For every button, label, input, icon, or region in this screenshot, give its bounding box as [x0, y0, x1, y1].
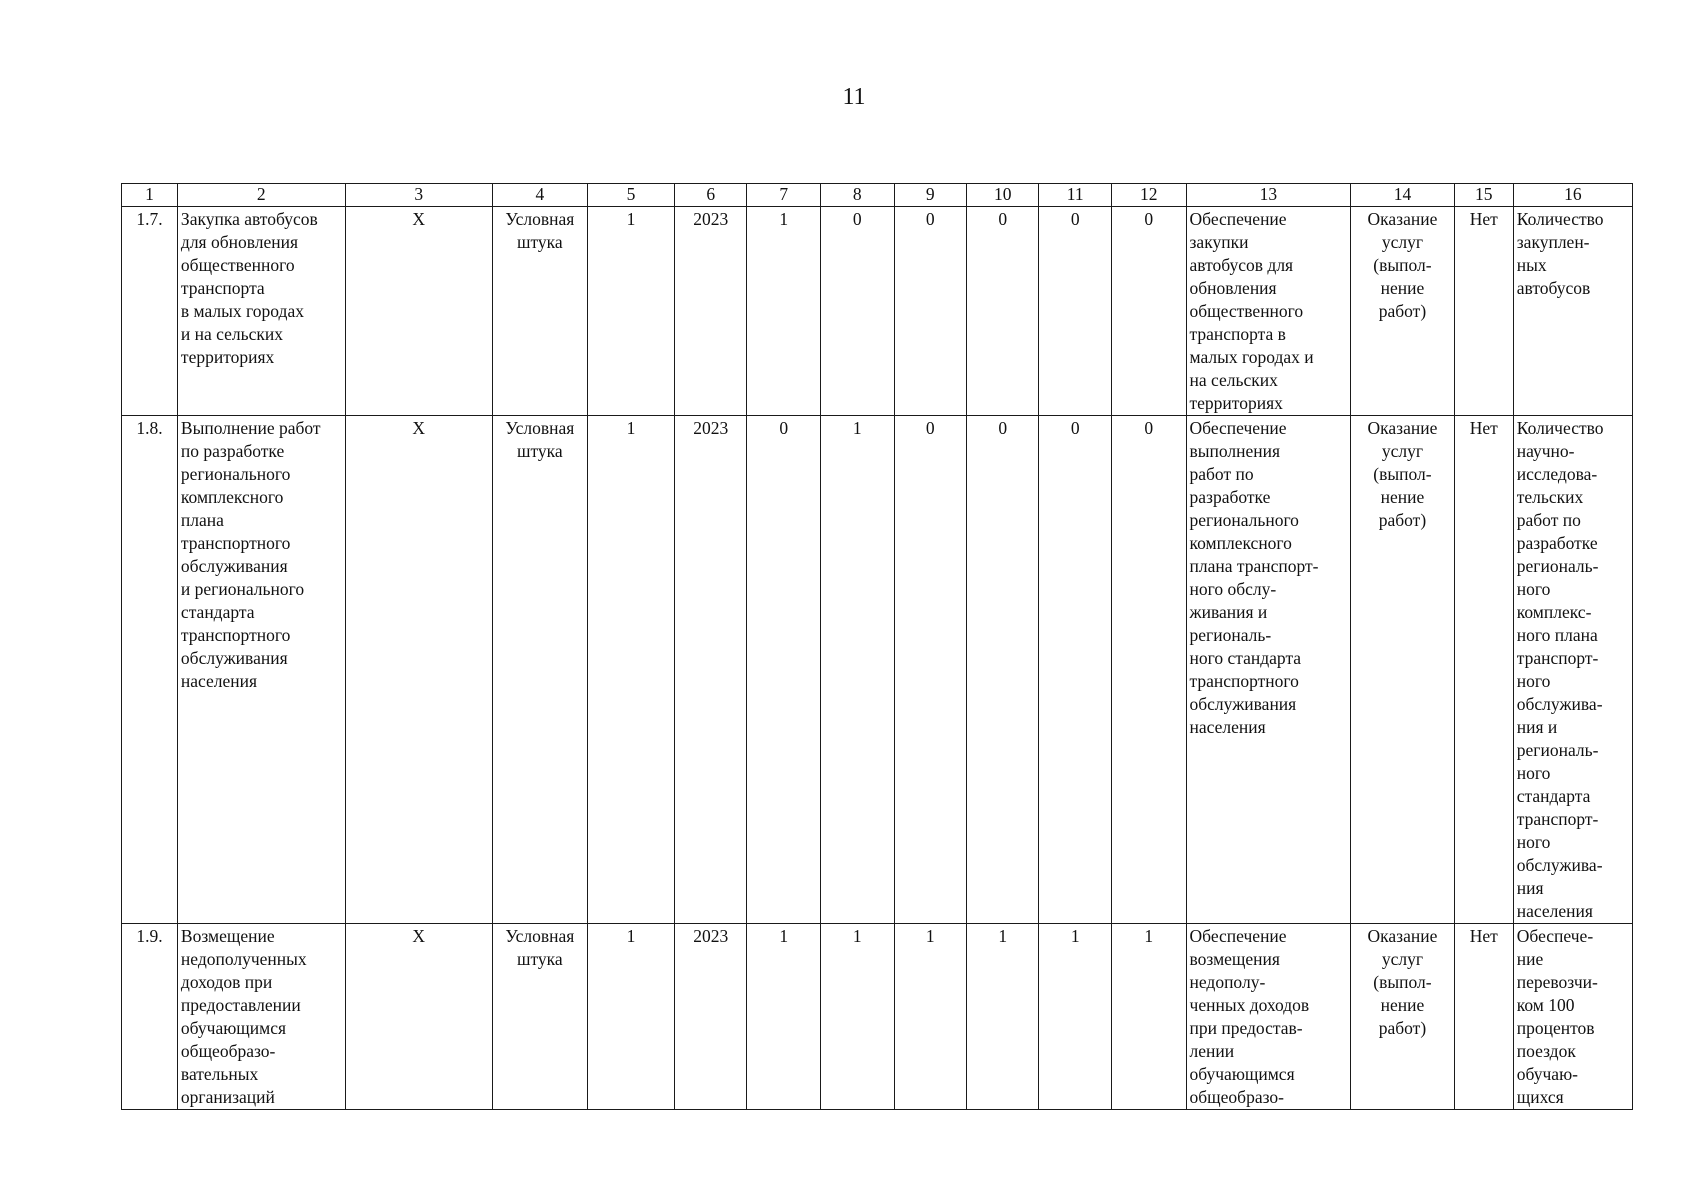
cell-col7: 0 [747, 416, 821, 924]
header-cell: 12 [1111, 184, 1186, 207]
cell-col10: 0 [966, 207, 1038, 416]
row-name: Возмещение недополученных доходов при предоставлении обучающимся общеобразо- вательных организаций [180, 926, 307, 1107]
cell-type: Оказание услуг (выпол- нение работ) [1367, 926, 1438, 1038]
cell-col7: 1 [747, 207, 821, 416]
header-cell: 15 [1454, 184, 1513, 207]
table-row [122, 207, 1633, 416]
cell-col3: X [345, 207, 492, 416]
cell-year: 2023 [674, 207, 746, 416]
cell-type: Оказание услуг (выпол- нение работ) [1367, 209, 1438, 321]
row-number: 1.8. [122, 416, 178, 924]
cell-col8: 1 [820, 416, 894, 924]
table-header-row [122, 184, 1633, 207]
row-name: Закупка автобусов для обновления общественного транспорта в малых городах и на сельских территориях [180, 209, 318, 367]
header-cell: 6 [674, 184, 746, 207]
header-cell: 5 [588, 184, 675, 207]
cell-col12: 0 [1111, 416, 1186, 924]
cell-col9: 1 [894, 924, 966, 1110]
cell-col15: Нет [1454, 207, 1513, 416]
cell-unit: Условная штука [505, 209, 575, 252]
cell-result: Обеспече- ние перевозчи- ком 100 процентов поездок обучаю- щихся [1516, 926, 1598, 1107]
cell-result: Количество научно- исследова- тельских работ по разработке региональ- ного комплекс- ного плана транспорт- ного обслужива- ния и региональ- ного стандарта транспорт- ного обслужива- ния населения [1516, 418, 1604, 921]
cell-col11: 0 [1039, 416, 1111, 924]
cell-col10: 1 [966, 924, 1038, 1110]
page-number: 11 [842, 84, 866, 110]
cell-year: 2023 [674, 416, 746, 924]
cell-col3: X [345, 924, 492, 1110]
cell-col8: 0 [820, 207, 894, 416]
cell-unit: Условная штука [505, 418, 575, 461]
header-cell: 4 [492, 184, 587, 207]
table-row [122, 924, 1633, 1110]
header-cell: 1 [122, 184, 178, 207]
row-name: Выполнение работ по разработке регионального комплексного плана транспортного обслуживания и регионального стандарта транспортного обслуживания населения [180, 418, 321, 691]
header-cell: 3 [345, 184, 492, 207]
header-cell: 16 [1513, 184, 1632, 207]
cell-col9: 0 [894, 416, 966, 924]
header-cell: 14 [1351, 184, 1455, 207]
table-row [122, 416, 1633, 924]
header-cell: 10 [966, 184, 1038, 207]
program-table [121, 183, 1633, 1110]
cell-col10: 0 [966, 416, 1038, 924]
cell-col12: 0 [1111, 207, 1186, 416]
cell-col8: 1 [820, 924, 894, 1110]
cell-col11: 0 [1039, 207, 1111, 416]
cell-col15: Нет [1454, 416, 1513, 924]
cell-col3: X [345, 416, 492, 924]
cell-col7: 1 [747, 924, 821, 1110]
cell-type: Оказание услуг (выпол- нение работ) [1367, 418, 1438, 530]
cell-col11: 1 [1039, 924, 1111, 1110]
cell-description: Обеспечение выполнения работ по разработке регионального комплексного плана транспорт- ного обслу- живания и региональ- ного стандарта транспортного обслуживания населения [1189, 418, 1319, 737]
cell-col9: 0 [894, 207, 966, 416]
cell-col5: 1 [588, 416, 675, 924]
cell-unit: Условная штука [505, 926, 575, 969]
cell-col5: 1 [588, 207, 675, 416]
cell-col15: Нет [1454, 924, 1513, 1110]
cell-description: Обеспечение возмещения недополу- ченных доходов при предостав- лении обучающимся общеобразо- [1189, 926, 1310, 1107]
row-number: 1.7. [122, 207, 178, 416]
header-cell: 13 [1186, 184, 1351, 207]
cell-col12: 1 [1111, 924, 1186, 1110]
cell-col5: 1 [588, 924, 675, 1110]
header-cell: 11 [1039, 184, 1111, 207]
row-number: 1.9. [122, 924, 178, 1110]
cell-result: Количество закуплен- ных автобусов [1516, 209, 1604, 298]
header-cell: 9 [894, 184, 966, 207]
cell-year: 2023 [674, 924, 746, 1110]
header-cell: 7 [747, 184, 821, 207]
cell-description: Обеспечение закупки автобусов для обновления общественного транспорта в малых городах и на сельских территориях [1189, 209, 1314, 413]
header-cell: 8 [820, 184, 894, 207]
header-cell: 2 [177, 184, 345, 207]
